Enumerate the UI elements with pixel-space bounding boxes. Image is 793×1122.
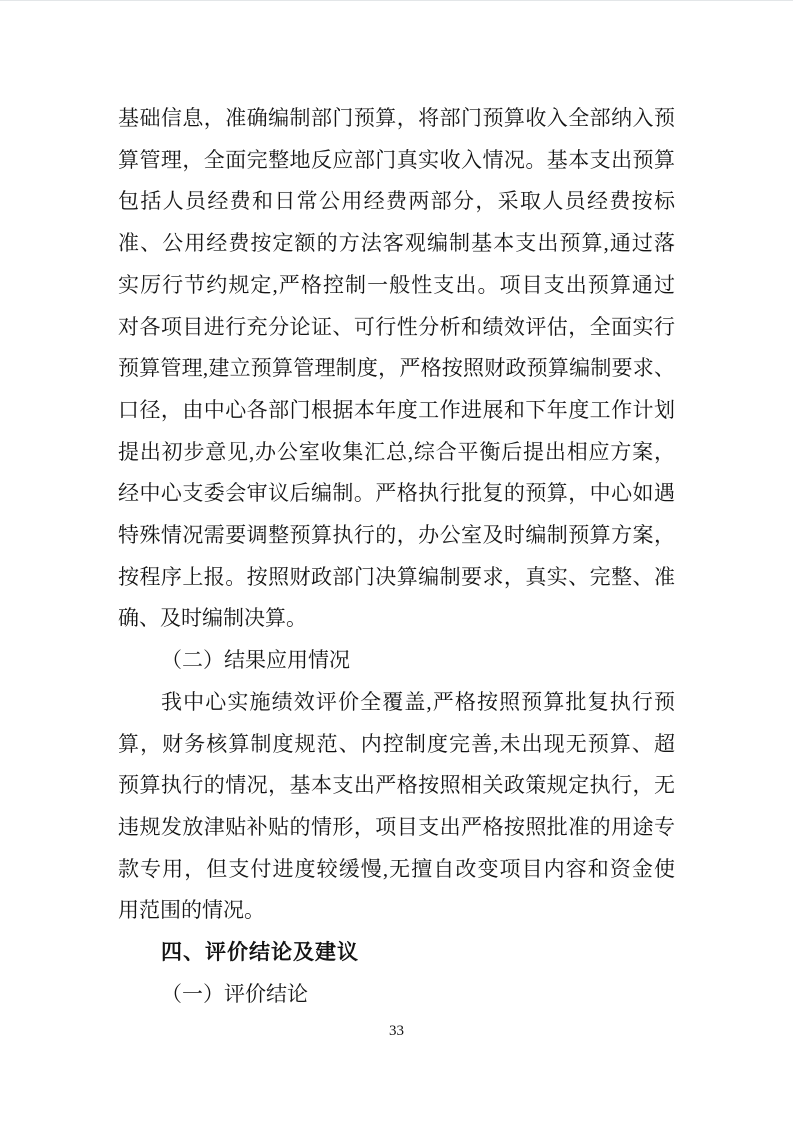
body-line: 经中心支委会审议后编制。严格执行批复的预算，中心如遇 — [118, 481, 675, 506]
body-line: 基础信息，准确编制部门预算，将部门预算收入全部纳入预 — [118, 106, 675, 130]
body-line: 准、公用经费按定额的方法客观编制基本支出预算,通过落 — [118, 231, 675, 256]
body-line: 违规发放津贴补贴的情形，项目支出严格按照批准的用途专 — [118, 814, 675, 839]
body-line: 我中心实施绩效评价全覆盖,严格按照预算批复执行预 — [161, 689, 675, 714]
page-number: 33 — [389, 1023, 404, 1039]
body-line: 包括人员经费和日常公用经费两部分，采取人员经费按标 — [118, 189, 675, 214]
document-body-text — [118, 98, 675, 1015]
body-line: 预算执行的情况，基本支出严格按照相关政策规定执行，无 — [118, 773, 675, 798]
body-line: 实厉行节约规定,严格控制一般性支出。项目支出预算通过 — [118, 272, 675, 297]
body-line: 款专用，但支付进度较缓慢,无擅自改变项目内容和资金使 — [118, 856, 675, 881]
body-line: 对各项目进行充分论证、可行性分析和绩效评估，全面实行 — [118, 314, 675, 339]
body-line: 提出初步意见,办公室收集汇总,综合平衡后提出相应方案， — [118, 439, 675, 464]
body-line: 用范围的情况。 — [118, 898, 265, 923]
body-line: 特殊情况需要调整预算执行的，办公室及时编制预算方案， — [118, 523, 675, 548]
body-line: 确、及时编制决算。 — [118, 606, 307, 631]
body-line: 预算管理,建立预算管理制度，严格按照财政预算编制要求、 — [118, 356, 675, 381]
body-line: 按程序上报。按照财政部门决算编制要求，真实、完整、准 — [118, 564, 675, 589]
sub-heading-1: （一）评价结论 — [161, 981, 308, 1006]
sub-heading-2: （二）结果应用情况 — [161, 648, 350, 673]
body-line: 算管理，全面完整地反应部门真实收入情况。基本支出预算 — [118, 147, 675, 172]
body-line: 口径，由中心各部门根据本年度工作进展和下年度工作计划 — [118, 397, 675, 422]
section-heading: 四、评价结论及建议 — [161, 941, 359, 965]
body-line: 算，财务核算制度规范、内控制度完善,未出现无预算、超 — [118, 731, 675, 756]
